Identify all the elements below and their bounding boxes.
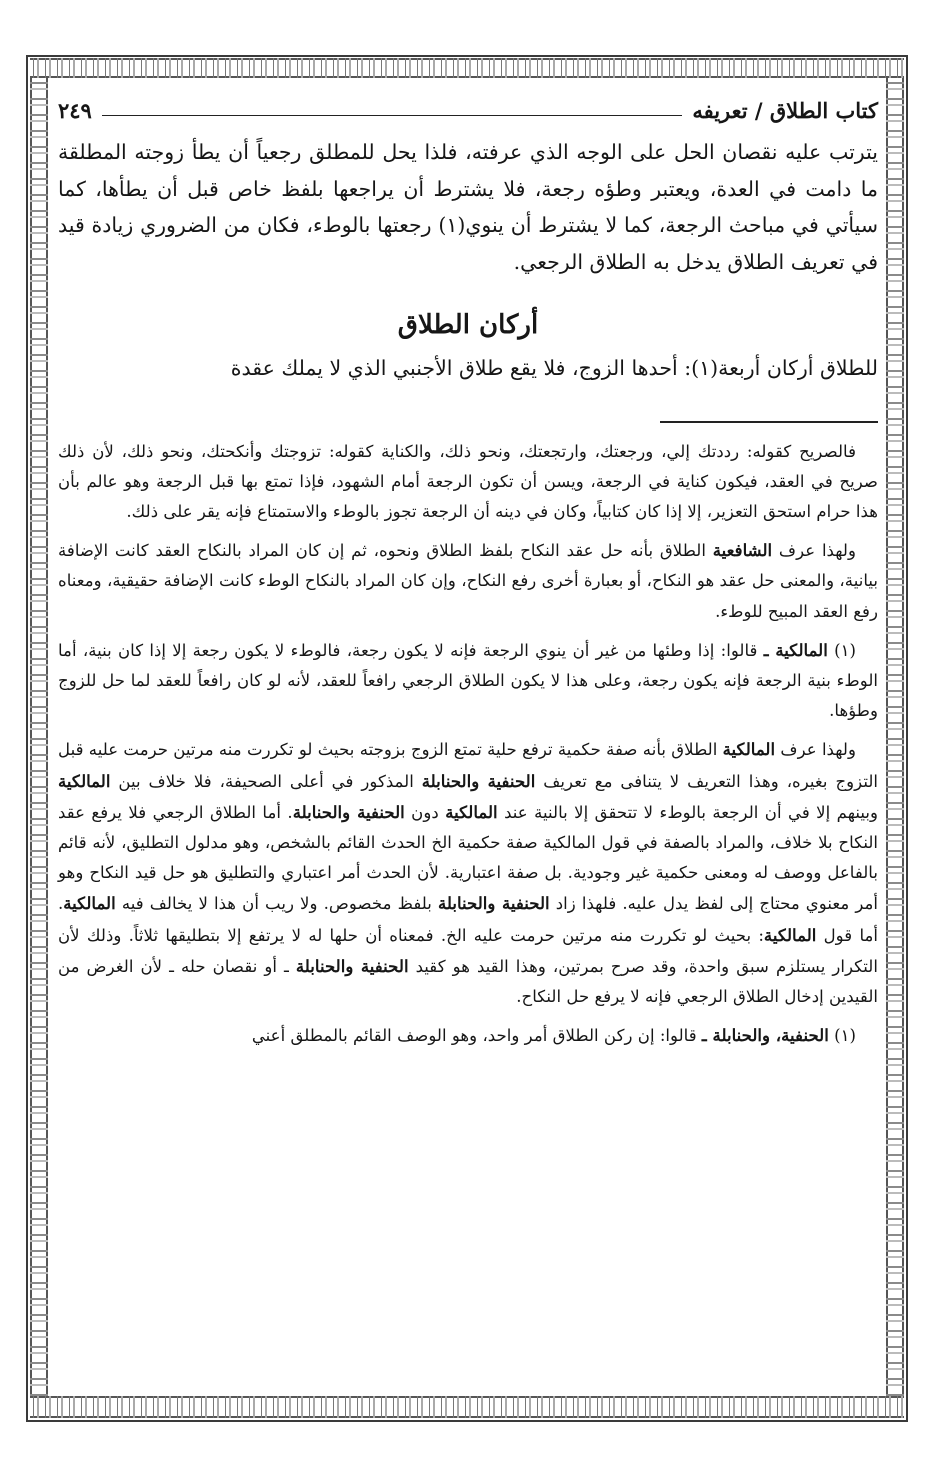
- school-name: المالكية: [763, 924, 817, 945]
- header-rule: [102, 115, 682, 116]
- footnote-paragraph-2: ولهذا عرف الشافعية الطلاق بأنه حل عقد النكاح بلفظ الطلاق ونحوه، ثم إن كان المراد بالنكاح العقد كانت الإضافة بيانية، والمعنى حل عقد هو النكاح، أو بعبارة أخرى رفع النكاح، وإن كان المراد بالنكاح الوطء كانت الإضافة حقيقية، ومعناه رفع العقد المبيح للوطء.: [58, 540, 878, 621]
- intro-paragraph: يترتب عليه نقصان الحل على الوجه الذي عرفته، فلذا يحل للمطلق رجعياً أن يطأ زوجته المطلقة ما دامت في العدة، ويعتبر وطؤه رجعة، فلا يشترط أن يراجعها بلفظ خاص قبل أن يطأها، كما سيأتي في مباحث الرجعة، كما لا يشترط أن ينوي(١) رجعتها بالوطء، فكان من الضروري زيادة قيد في تعريف الطلاق يدخل به الطلاق الرجعي.: [58, 140, 879, 274]
- ornamental-border-right: [886, 78, 904, 1396]
- footnote-paragraph-1: [58, 437, 878, 528]
- footnote-text: فالصريح كقوله: رددتك إلي، ورجعتك، وارتجعتك، ونحو ذلك، والكناية كقوله: تزوجتك وأنكحتك، ونحو ذلك، لأن ذلك صريح في العقد، فيكون كناية في الرجعة، ويسن أن تكون الرجعة أمام الشهود، فإذا تمتع بها قبل الرجعة وهو عالم بأن هذا حرام استحق التعزير، إلا إذا كان كتابياً، وكان في دينه أن الرجعة تجوز بالوطء والاستمتاع فإنه يقر على ذلك.: [58, 441, 878, 521]
- section-title: أركان الطلاق: [397, 310, 539, 340]
- footnote-marker: (١): [827, 640, 857, 660]
- page-content: [58, 92, 878, 1059]
- school-name: المالكية: [58, 770, 111, 791]
- running-header: [58, 92, 878, 128]
- footnote-separator: [660, 421, 878, 423]
- footnote-paragraph-3: (١) المالكية ـ قالوا: إذا وطئها من غير أن ينوي الرجعة فإنه لا يكون رجعة، فالوطء لا يكون رجعة إلا إذا كان بنية، أما الوطء بنية الرجعة فإنه يكون رجعة، وعلى هذا لا يكون الطلاق الرجعي رافعاً للعقد، لأنه لو كان رافعاً للعقد لما حل للزوج وطؤها.: [58, 639, 878, 721]
- school-name: الحنفية والحنابلة: [295, 955, 409, 976]
- school-name: الحنفية والحنابلة: [292, 801, 405, 822]
- footnote-paragraph-5: (١) الحنفية، والحنابلة ـ قالوا: إن ركن الطلاق أمر واحد، وهو الوصف القائم بالمطلق أعني: [251, 1025, 856, 1046]
- ornamental-border-top: [30, 58, 904, 78]
- ornamental-border-left: [30, 78, 48, 1396]
- page-number: ٢٤٩: [58, 97, 92, 123]
- school-name: الحنفية والحنابلة: [437, 893, 550, 914]
- school-name: المالكية: [722, 739, 776, 760]
- school-name: الحنفية، والحنابلة ـ: [701, 1025, 829, 1046]
- school-name: المالكية: [445, 801, 498, 822]
- school-name: المالكية ـ: [763, 639, 828, 660]
- school-name: الشافعية: [712, 540, 773, 561]
- running-header-title: كتاب الطلاق / تعريفه: [692, 97, 878, 123]
- school-name: الحنفية والحنابلة: [421, 770, 536, 791]
- school-name: المالكية: [63, 893, 116, 914]
- footnote-marker: (١): [828, 1026, 856, 1046]
- footnote-paragraph-4: ولهذا عرف المالكية الطلاق بأنه صفة حكمية ترفع حلية تمتع الزوج بزوجته بحيث لو تكررت منه مرتين حرمت عليه قبل التزوج بغيره، وهذا التعريف لا يتنافى مع تعريف الحنفية والحنابلة المذكور في أعلى الصحيفة، فلا خلاف بين المالكية وبينهم إلا في أن الرجعة بالوطء لا تتحقق إلا بالنية عند المالكية دون الحنفية والحنابلة. أما الطلاق الرجعي فلا يرفع عقد النكاح بلا خلاف، والمراد بالصفة في قول المالكية صفة حكمية الخ الحدث القائم بالشخص، وهو مدلول التطليق، لأنه قائم بالفاعل ووصف له ومعنى حكمية غير وجودية. بل صفة اعتبارية. لأن الحدث أمر اعتباري والتطليق هو حل قيد النكاح وهو أمر معنوي محتاج إلى لفظ يدل عليه. فلهذا زاد الحنفية والحنابلة بلفظ مخصوص. ولا ريب أن هذا لا يخالف فيه المالكية. أما قول المالكية: بحيث لو تكررت منه مرتين حرمت عليه الخ. فمعناه أن حلها له لا يرتفع إلا بتطليقها ثلاثاً. وذلك لأن التكرار يستلزم سبق واحدة، وقد صرح بمرتين، وهذا القيد هو كقيد الحنفية والحنابلة ـ أو نقصان حله ـ لأن الغرض من القيدين إدخال الطلاق الرجعي فإنه لا يرفع حل النكاح.: [58, 739, 879, 1006]
- section-paragraph: للطلاق أركان أربعة(١): أحدها الزوج، فلا يقع طلاق الأجنبي الذي لا يملك عقدة: [230, 356, 878, 380]
- ornamental-border-bottom: [30, 1396, 904, 1418]
